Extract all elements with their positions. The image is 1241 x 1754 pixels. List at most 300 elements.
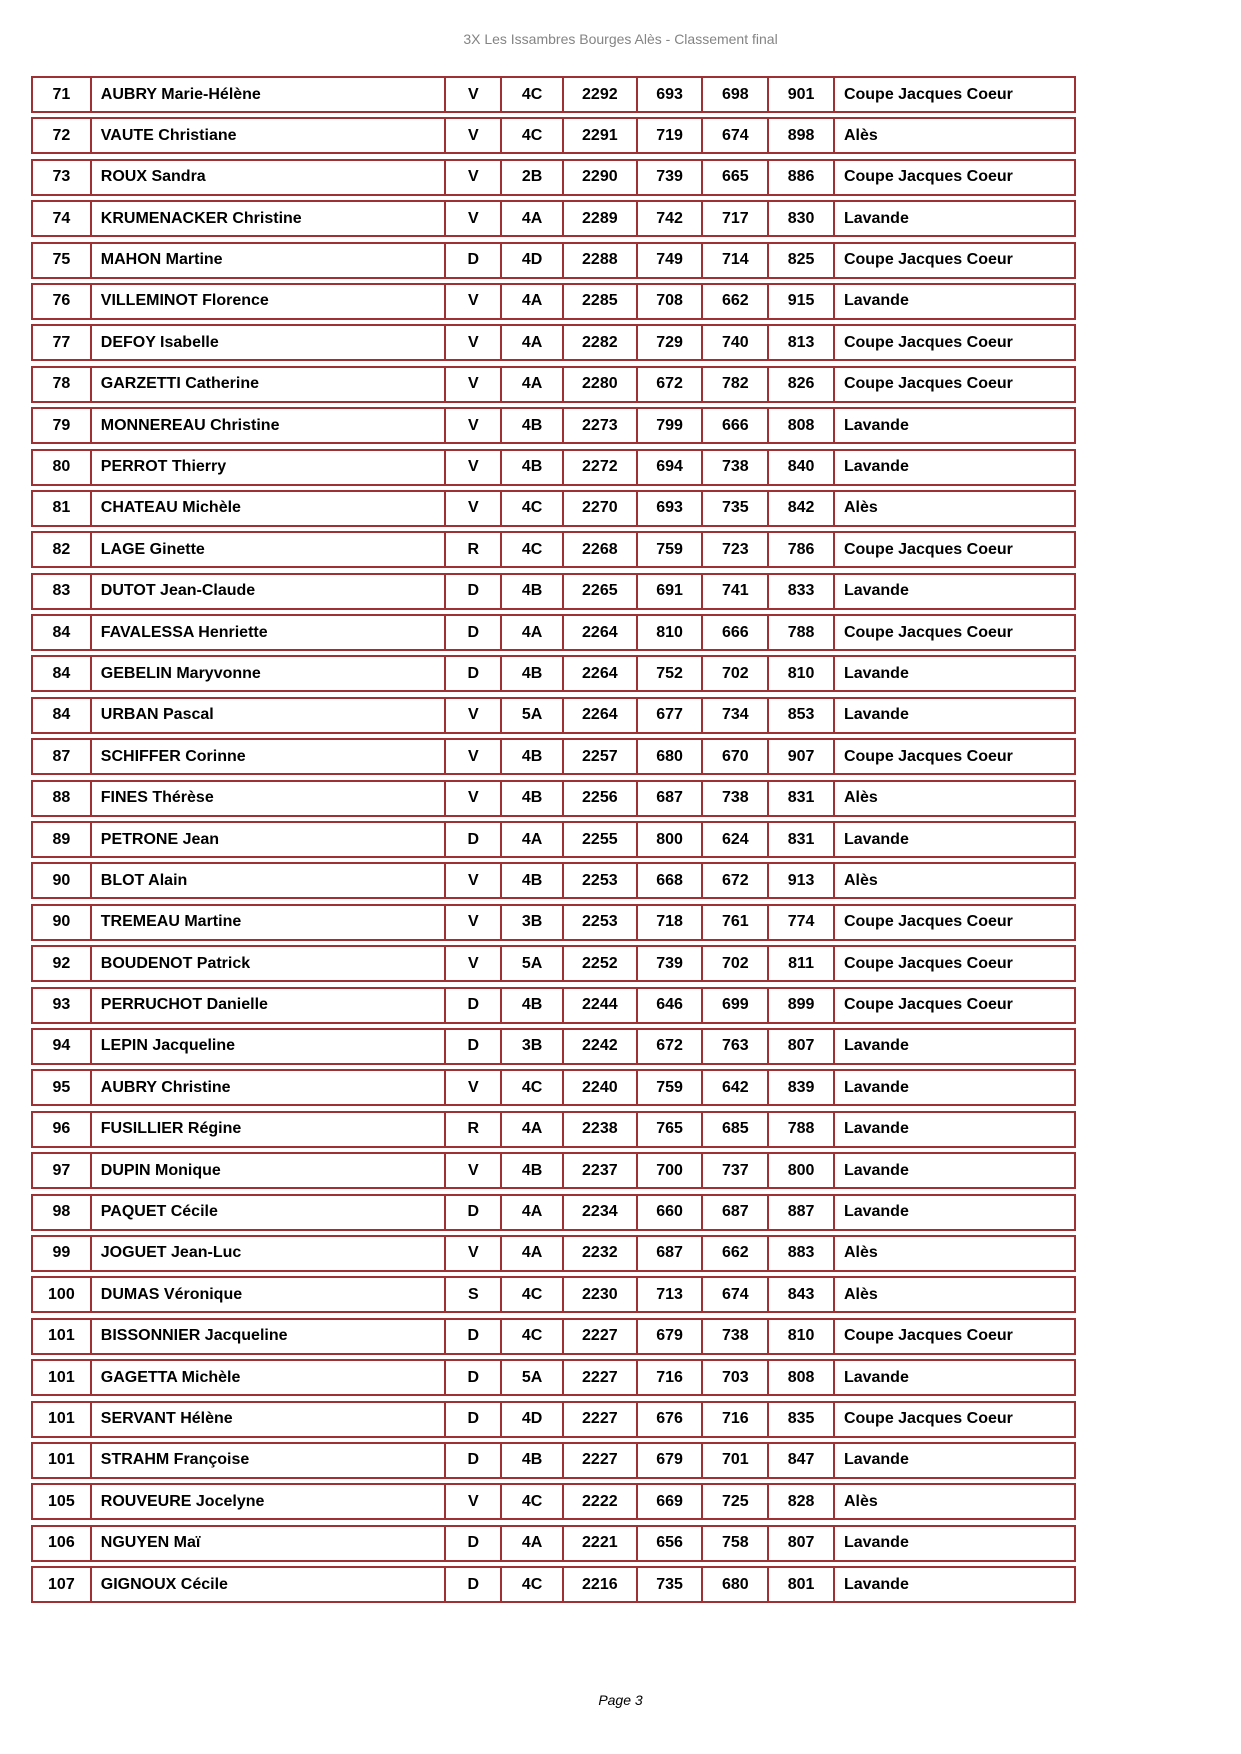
series-cell: 4A: [500, 823, 562, 856]
table-row: [31, 1069, 1076, 1106]
round1-cell: 742: [636, 202, 702, 235]
name-cell: FINES Thérèse: [90, 782, 445, 815]
round3-cell: 835: [767, 1403, 833, 1436]
category-cell: V: [444, 1071, 500, 1104]
name-cell: KRUMENACKER Christine: [90, 202, 445, 235]
rank-cell: 101: [48, 1327, 75, 1345]
table-row: [31, 407, 1076, 444]
name-cell: GARZETTI Catherine: [90, 368, 445, 401]
club-cell: Lavande: [833, 1196, 1074, 1229]
rank-cell: 94: [52, 1037, 71, 1055]
rank-cell: 93: [52, 996, 71, 1014]
round2-cell: 716: [701, 1403, 767, 1436]
club-cell: Coupe Jacques Coeur: [833, 989, 1074, 1022]
series-cell: 4D: [500, 1403, 562, 1436]
round3-cell: 801: [767, 1568, 833, 1601]
table-row: [31, 945, 1076, 982]
round3-cell: 826: [767, 368, 833, 401]
category-cell: D: [444, 1568, 500, 1601]
table-row: [31, 1235, 1076, 1272]
round2-cell: 662: [701, 1237, 767, 1270]
table-row: [31, 821, 1076, 858]
category-cell: V: [444, 409, 500, 442]
round1-cell: 718: [636, 906, 702, 939]
total-cell: 2292: [562, 78, 636, 111]
name-cell: ROUX Sandra: [90, 161, 445, 194]
round1-cell: 646: [636, 989, 702, 1022]
name-cell: DEFOY Isabelle: [90, 326, 445, 359]
rank-cell: 95: [52, 1078, 71, 1096]
table-row: [31, 1194, 1076, 1231]
club-cell: Lavande: [833, 1568, 1074, 1601]
table-row: [31, 697, 1076, 734]
round1-cell: 677: [636, 699, 702, 732]
round3-cell: 831: [767, 782, 833, 815]
round1-cell: 716: [636, 1361, 702, 1394]
rank-cell: 90: [52, 871, 71, 889]
name-cell: ROUVEURE Jocelyne: [90, 1485, 445, 1518]
round2-cell: 725: [701, 1485, 767, 1518]
category-cell: V: [444, 906, 500, 939]
rank-cell: 81: [52, 499, 71, 517]
table-row: [31, 1566, 1076, 1603]
series-cell: 4A: [500, 285, 562, 318]
series-cell: 4B: [500, 657, 562, 690]
rank-cell: 96: [52, 1120, 71, 1138]
club-cell: Lavande: [833, 1361, 1074, 1394]
total-cell: 2230: [562, 1278, 636, 1311]
series-cell: 4C: [500, 1485, 562, 1518]
round1-cell: 708: [636, 285, 702, 318]
name-cell: PAQUET Cécile: [90, 1196, 445, 1229]
club-cell: Coupe Jacques Coeur: [833, 906, 1074, 939]
category-cell: V: [444, 699, 500, 732]
round1-cell: 691: [636, 575, 702, 608]
round2-cell: 685: [701, 1113, 767, 1146]
total-cell: 2272: [562, 451, 636, 484]
round1-cell: 679: [636, 1444, 702, 1477]
round2-cell: 741: [701, 575, 767, 608]
table-row: [31, 573, 1076, 610]
category-cell: D: [444, 244, 500, 277]
category-cell: R: [444, 533, 500, 566]
club-cell: Lavande: [833, 823, 1074, 856]
category-cell: D: [444, 657, 500, 690]
club-cell: Lavande: [833, 285, 1074, 318]
round3-cell: 800: [767, 1154, 833, 1187]
category-cell: R: [444, 1113, 500, 1146]
table-row: [31, 987, 1076, 1024]
round1-cell: 676: [636, 1403, 702, 1436]
name-cell: SERVANT Hélène: [90, 1403, 445, 1436]
series-cell: 4A: [500, 1527, 562, 1560]
round1-cell: 713: [636, 1278, 702, 1311]
category-cell: V: [444, 78, 500, 111]
table-row: [31, 1318, 1076, 1355]
round3-cell: 831: [767, 823, 833, 856]
series-cell: 4B: [500, 864, 562, 897]
round3-cell: 786: [767, 533, 833, 566]
round3-cell: 915: [767, 285, 833, 318]
round3-cell: 898: [767, 119, 833, 152]
series-cell: 4C: [500, 1071, 562, 1104]
round2-cell: 665: [701, 161, 767, 194]
name-cell: NGUYEN Maï: [90, 1527, 445, 1560]
round3-cell: 807: [767, 1527, 833, 1560]
rank-cell: 99: [52, 1244, 71, 1262]
series-cell: 4A: [500, 368, 562, 401]
name-cell: FUSILLIER Régine: [90, 1113, 445, 1146]
round3-cell: 843: [767, 1278, 833, 1311]
round2-cell: 734: [701, 699, 767, 732]
total-cell: 2238: [562, 1113, 636, 1146]
total-cell: 2221: [562, 1527, 636, 1560]
name-cell: BOUDENOT Patrick: [90, 947, 445, 980]
category-cell: D: [444, 616, 500, 649]
category-cell: V: [444, 285, 500, 318]
rank-cell: 97: [52, 1161, 71, 1179]
series-cell: 4B: [500, 782, 562, 815]
category-cell: S: [444, 1278, 500, 1311]
round1-cell: 687: [636, 1237, 702, 1270]
round2-cell: 702: [701, 947, 767, 980]
series-cell: 4B: [500, 1154, 562, 1187]
series-cell: 4B: [500, 1444, 562, 1477]
category-cell: V: [444, 947, 500, 980]
round2-cell: 624: [701, 823, 767, 856]
round1-cell: 700: [636, 1154, 702, 1187]
round3-cell: 813: [767, 326, 833, 359]
round1-cell: 739: [636, 161, 702, 194]
club-cell: Coupe Jacques Coeur: [833, 1320, 1074, 1353]
round1-cell: 672: [636, 368, 702, 401]
round2-cell: 701: [701, 1444, 767, 1477]
rank-cell: 84: [52, 664, 71, 682]
club-cell: Alès: [833, 782, 1074, 815]
round3-cell: 774: [767, 906, 833, 939]
series-cell: 4A: [500, 202, 562, 235]
round1-cell: 660: [636, 1196, 702, 1229]
category-cell: V: [444, 864, 500, 897]
total-cell: 2257: [562, 740, 636, 773]
club-cell: Coupe Jacques Coeur: [833, 78, 1074, 111]
name-cell: BISSONNIER Jacqueline: [90, 1320, 445, 1353]
name-cell: VAUTE Christiane: [90, 119, 445, 152]
club-cell: Alès: [833, 119, 1074, 152]
round3-cell: 825: [767, 244, 833, 277]
table-row: [31, 449, 1076, 486]
club-cell: Coupe Jacques Coeur: [833, 740, 1074, 773]
round2-cell: 738: [701, 782, 767, 815]
round2-cell: 735: [701, 492, 767, 525]
total-cell: 2216: [562, 1568, 636, 1601]
series-cell: 3B: [500, 1030, 562, 1063]
club-cell: Alès: [833, 1485, 1074, 1518]
round1-cell: 672: [636, 1030, 702, 1063]
round1-cell: 656: [636, 1527, 702, 1560]
round3-cell: 899: [767, 989, 833, 1022]
round1-cell: 687: [636, 782, 702, 815]
club-cell: Lavande: [833, 1113, 1074, 1146]
category-cell: D: [444, 1030, 500, 1063]
series-cell: 2B: [500, 161, 562, 194]
round3-cell: 840: [767, 451, 833, 484]
round3-cell: 828: [767, 1485, 833, 1518]
club-cell: Lavande: [833, 575, 1074, 608]
category-cell: V: [444, 368, 500, 401]
table-row: [31, 117, 1076, 154]
rank-cell: 88: [52, 789, 71, 807]
round3-cell: 883: [767, 1237, 833, 1270]
series-cell: 4C: [500, 1568, 562, 1601]
name-cell: CHATEAU Michèle: [90, 492, 445, 525]
round2-cell: 674: [701, 1278, 767, 1311]
table-row: [31, 1111, 1076, 1148]
category-cell: D: [444, 1320, 500, 1353]
rank-cell: 84: [52, 623, 71, 641]
club-cell: Coupe Jacques Coeur: [833, 1403, 1074, 1436]
club-cell: Coupe Jacques Coeur: [833, 244, 1074, 277]
rank-cell: 101: [48, 1368, 75, 1386]
club-cell: Alès: [833, 1237, 1074, 1270]
total-cell: 2270: [562, 492, 636, 525]
rank-cell: 82: [52, 540, 71, 558]
round2-cell: 717: [701, 202, 767, 235]
name-cell: GAGETTA Michèle: [90, 1361, 445, 1394]
club-cell: Coupe Jacques Coeur: [833, 533, 1074, 566]
round3-cell: 810: [767, 1320, 833, 1353]
table-row: [31, 862, 1076, 899]
round3-cell: 811: [767, 947, 833, 980]
round2-cell: 714: [701, 244, 767, 277]
series-cell: 4B: [500, 451, 562, 484]
table-row: [31, 159, 1076, 196]
rank-cell: 80: [52, 458, 71, 476]
round3-cell: 853: [767, 699, 833, 732]
series-cell: 5A: [500, 1361, 562, 1394]
round1-cell: 799: [636, 409, 702, 442]
name-cell: MAHON Martine: [90, 244, 445, 277]
total-cell: 2291: [562, 119, 636, 152]
round1-cell: 759: [636, 533, 702, 566]
rank-cell: 76: [52, 292, 71, 310]
rank-cell: 106: [48, 1534, 75, 1552]
name-cell: SCHIFFER Corinne: [90, 740, 445, 773]
total-cell: 2227: [562, 1403, 636, 1436]
category-cell: D: [444, 989, 500, 1022]
round3-cell: 886: [767, 161, 833, 194]
series-cell: 4C: [500, 119, 562, 152]
total-cell: 2253: [562, 906, 636, 939]
name-cell: BLOT Alain: [90, 864, 445, 897]
name-cell: DUTOT Jean-Claude: [90, 575, 445, 608]
series-cell: 5A: [500, 699, 562, 732]
category-cell: D: [444, 1196, 500, 1229]
rank-cell: 87: [52, 747, 71, 765]
club-cell: Coupe Jacques Coeur: [833, 326, 1074, 359]
rank-cell: 74: [52, 209, 71, 227]
series-cell: 4D: [500, 244, 562, 277]
name-cell: JOGUET Jean-Luc: [90, 1237, 445, 1270]
category-cell: V: [444, 1485, 500, 1518]
category-cell: V: [444, 1154, 500, 1187]
round1-cell: 752: [636, 657, 702, 690]
series-cell: 3B: [500, 906, 562, 939]
name-cell: LAGE Ginette: [90, 533, 445, 566]
round2-cell: 763: [701, 1030, 767, 1063]
name-cell: AUBRY Marie-Hélène: [90, 78, 445, 111]
round1-cell: 679: [636, 1320, 702, 1353]
total-cell: 2242: [562, 1030, 636, 1063]
series-cell: 4B: [500, 409, 562, 442]
category-cell: V: [444, 492, 500, 525]
round1-cell: 694: [636, 451, 702, 484]
series-cell: 4A: [500, 1113, 562, 1146]
club-cell: Lavande: [833, 409, 1074, 442]
round2-cell: 702: [701, 657, 767, 690]
round3-cell: 842: [767, 492, 833, 525]
page-title: 3X Les Issambres Bourges Alès - Classement final: [463, 31, 778, 47]
round2-cell: 761: [701, 906, 767, 939]
total-cell: 2289: [562, 202, 636, 235]
rank-cell: 89: [52, 830, 71, 848]
rank-cell: 72: [52, 126, 71, 144]
round1-cell: 680: [636, 740, 702, 773]
table-row: [31, 366, 1076, 403]
series-cell: 4B: [500, 740, 562, 773]
series-cell: 4C: [500, 78, 562, 111]
name-cell: FAVALESSA Henriette: [90, 616, 445, 649]
club-cell: Lavande: [833, 1154, 1074, 1187]
rank-cell: 101: [48, 1410, 75, 1427]
table-row: [31, 655, 1076, 692]
round3-cell: 907: [767, 740, 833, 773]
club-cell: Coupe Jacques Coeur: [833, 161, 1074, 194]
name-cell: DUMAS Véronique: [90, 1278, 445, 1311]
round1-cell: 800: [636, 823, 702, 856]
rank-cell: 84: [52, 706, 71, 724]
round1-cell: 735: [636, 1568, 702, 1601]
total-cell: 2232: [562, 1237, 636, 1270]
round3-cell: 808: [767, 409, 833, 442]
category-cell: D: [444, 1444, 500, 1477]
round2-cell: 680: [701, 1568, 767, 1601]
rank-cell: 79: [52, 416, 71, 434]
round3-cell: 887: [767, 1196, 833, 1229]
total-cell: 2285: [562, 285, 636, 318]
round2-cell: 737: [701, 1154, 767, 1187]
name-cell: STRAHM Françoise: [90, 1444, 445, 1477]
table-row: [31, 738, 1076, 775]
table-row: [31, 76, 1076, 113]
category-cell: D: [444, 823, 500, 856]
table-row: [31, 1152, 1076, 1189]
total-cell: 2265: [562, 575, 636, 608]
table-row: [31, 904, 1076, 941]
rank-cell: 100: [48, 1285, 75, 1303]
series-cell: 4B: [500, 575, 562, 608]
category-cell: V: [444, 782, 500, 815]
round2-cell: 662: [701, 285, 767, 318]
total-cell: 2222: [562, 1485, 636, 1518]
category-cell: V: [444, 202, 500, 235]
total-cell: 2256: [562, 782, 636, 815]
table-row: [31, 1442, 1076, 1479]
total-cell: 2290: [562, 161, 636, 194]
round1-cell: 719: [636, 119, 702, 152]
series-cell: 4A: [500, 1196, 562, 1229]
rank-cell: 73: [52, 168, 71, 186]
category-cell: V: [444, 740, 500, 773]
name-cell: TREMEAU Martine: [90, 906, 445, 939]
round3-cell: 847: [767, 1444, 833, 1477]
series-cell: 5A: [500, 947, 562, 980]
round2-cell: 670: [701, 740, 767, 773]
round1-cell: 693: [636, 78, 702, 111]
table-row: [31, 1483, 1076, 1520]
category-cell: D: [444, 1527, 500, 1560]
category-cell: V: [444, 326, 500, 359]
name-cell: GIGNOUX Cécile: [90, 1568, 445, 1601]
round3-cell: 839: [767, 1071, 833, 1104]
name-cell: GEBELIN Maryvonne: [90, 657, 445, 690]
round2-cell: 738: [701, 451, 767, 484]
round1-cell: 729: [636, 326, 702, 359]
round2-cell: 698: [701, 78, 767, 111]
round2-cell: 674: [701, 119, 767, 152]
total-cell: 2253: [562, 864, 636, 897]
club-cell: Lavande: [833, 202, 1074, 235]
rank-cell: 71: [52, 85, 71, 103]
club-cell: Coupe Jacques Coeur: [833, 616, 1074, 649]
total-cell: 2280: [562, 368, 636, 401]
round1-cell: 749: [636, 244, 702, 277]
round3-cell: 830: [767, 202, 833, 235]
series-cell: 4C: [500, 1320, 562, 1353]
club-cell: Alès: [833, 1278, 1074, 1311]
club-cell: Lavande: [833, 657, 1074, 690]
round3-cell: 913: [767, 864, 833, 897]
series-cell: 4A: [500, 326, 562, 359]
club-cell: Lavande: [833, 1527, 1074, 1560]
round1-cell: 810: [636, 616, 702, 649]
round1-cell: 693: [636, 492, 702, 525]
round2-cell: 666: [701, 616, 767, 649]
category-cell: D: [444, 1361, 500, 1394]
round2-cell: 666: [701, 409, 767, 442]
total-cell: 2288: [562, 244, 636, 277]
table-row: [31, 200, 1076, 237]
table-row: [31, 1028, 1076, 1065]
total-cell: 2282: [562, 326, 636, 359]
rank-cell: 105: [48, 1492, 75, 1510]
table-row: [31, 780, 1076, 817]
name-cell: LEPIN Jacqueline: [90, 1030, 445, 1063]
category-cell: V: [444, 451, 500, 484]
total-cell: 2264: [562, 699, 636, 732]
series-cell: 4C: [500, 533, 562, 566]
round1-cell: 759: [636, 1071, 702, 1104]
total-cell: 2227: [562, 1361, 636, 1394]
round2-cell: 782: [701, 368, 767, 401]
club-cell: Alès: [833, 864, 1074, 897]
category-cell: V: [444, 119, 500, 152]
round2-cell: 672: [701, 864, 767, 897]
total-cell: 2234: [562, 1196, 636, 1229]
table-row: [31, 1359, 1076, 1396]
round1-cell: 765: [636, 1113, 702, 1146]
table-row: [31, 1276, 1076, 1313]
